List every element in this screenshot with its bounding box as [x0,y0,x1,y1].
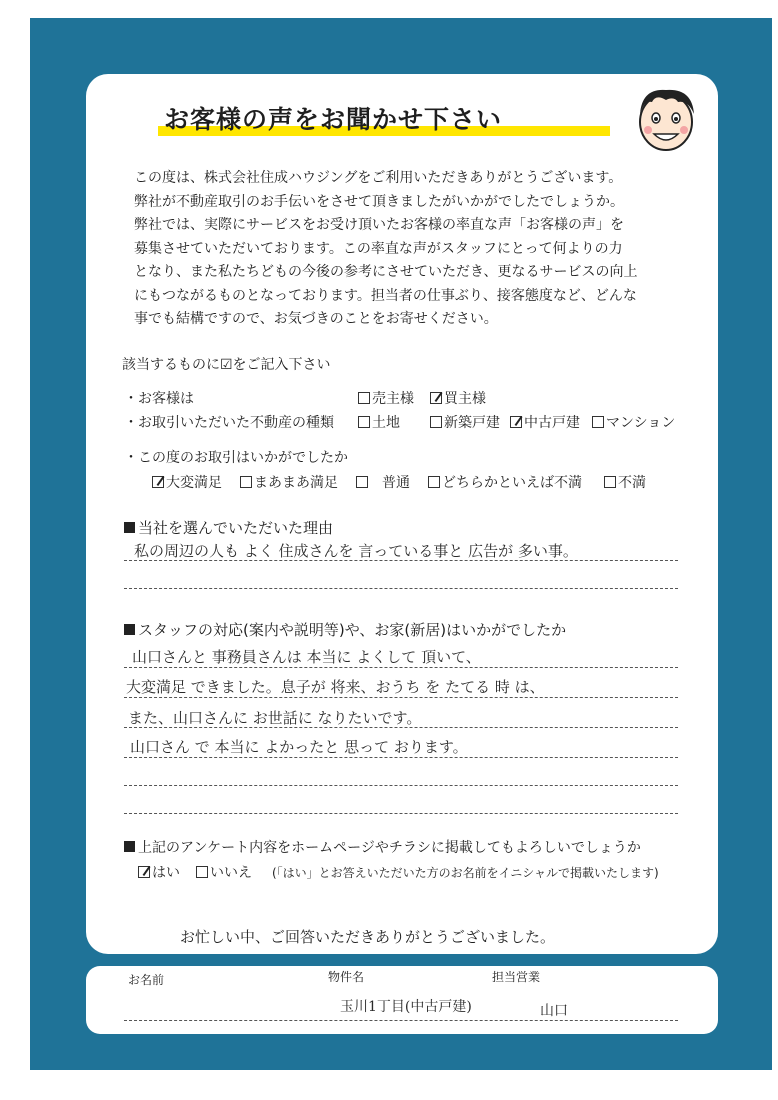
checked-checkbox-icon[interactable] [430,392,442,404]
checkbox-icon[interactable] [592,416,604,428]
property-label: 物件名 [328,970,365,984]
option-publish-no[interactable]: いいえ [196,862,252,882]
option-somewhat-dissatisfied[interactable]: どちらかといえば不満 [428,472,582,492]
checkbox-icon[interactable] [356,476,368,488]
checklist-heading: 該当するものに☑をご記入下さい [122,357,331,373]
property-type-label: ・お取引いただいた不動産の種類 [124,415,334,431]
option-buyer[interactable]: 買主様 [430,388,486,408]
answer-line [124,697,678,698]
staff-value: 山口 [540,1003,568,1019]
answer-line [124,757,678,758]
checkbox-icon[interactable] [196,866,208,878]
option-land[interactable]: 土地 [358,412,400,432]
customer-type-label: ・お客様は [124,391,194,407]
checkbox-icon[interactable] [358,392,370,404]
intro-line: 弊社では、実際にサービスをお受け頂いたお客様の率直な声「お客様の声」を [134,217,624,233]
square-bullet-icon [124,522,135,533]
reason-heading: 当社を選んでいただいた理由 [124,517,333,538]
answer-line [124,727,678,728]
answer-line [124,813,678,814]
staff-heading: スタッフの対応(案内や説明等)や、お家(新居)はいかがでしたか [124,619,566,640]
intro-line: となり、また私たちどもの今後の参考にさせていただき、更なるサービスの向上 [134,264,638,280]
satisfaction-label: ・この度のお取引はいかがでしたか [124,450,348,466]
checkbox-icon[interactable] [240,476,252,488]
option-seller[interactable]: 売主様 [358,388,414,408]
staff-answer-line-4: 山口さん で 本当に よかったと 思って おります。 [130,738,468,756]
option-dissatisfied[interactable]: 不満 [604,472,646,492]
name-label: お名前 [128,973,165,987]
publish-heading: 上記のアンケート内容をホームページやチラシに掲載してもよろしいでしょうか [124,837,641,857]
staff-answer-line-1: 山口さんと 事務員さんは 本当に よくして 頂いて、 [132,648,481,666]
staff-label: 担当営業 [492,970,541,984]
reason-answer: 私の周辺の人も よく 住成さんを 言っている事と 広告が 多い事。 [134,542,578,560]
square-bullet-icon [124,841,135,852]
staff-answer-line-2: 大変満足 できました。息子が 将来、おうち を たてる 時 は、 [126,678,545,696]
checkbox-icon[interactable] [358,416,370,428]
intro-line: 事でも結構ですので、お気づきのことをお寄せください。 [134,311,498,327]
page-title: お客様の声をお聞かせ下さい [164,105,503,134]
intro-line: 弊社が不動産取引のお手伝いをさせて頂きましたがいかがでしたでしょうか。 [134,193,624,210]
option-somewhat-satisfied[interactable]: まあまあ満足 [240,472,338,492]
option-neutral[interactable]: 普通 [356,472,410,492]
option-very-satisfied[interactable]: 大変満足 [152,472,222,492]
option-used-house[interactable]: 中古戸建 [510,412,580,432]
intro-line: この度は、株式会社住成ハウジングをご利用いただきありがとうございます。 [134,170,623,186]
checkbox-icon[interactable] [604,476,616,488]
answer-line [124,588,678,589]
staff-answer-line-3: また、山口さんに お世話に なりたいです。 [128,709,422,727]
square-bullet-icon [124,624,135,635]
closing-message: お忙しい中、ご回答いただきありがとうございました。 [180,928,556,946]
publish-note: (「はい」とお答えいただいた方のお名前をイニシャルで掲載いたします) [272,866,659,880]
intro-line: にもつながるものとなっております。担当者の仕事ぶり、接客態度など、どんな [134,287,637,304]
checkbox-icon[interactable] [430,416,442,428]
option-new-house[interactable]: 新築戸建 [430,412,500,432]
option-condominium[interactable]: マンション [592,412,675,432]
property-value: 玉川1丁目(中古戸建) [340,999,472,1015]
smiling-man-face-icon [630,82,702,154]
checked-checkbox-icon[interactable] [510,416,522,428]
checkbox-icon[interactable] [428,476,440,488]
checked-checkbox-icon[interactable] [138,866,150,878]
option-publish-yes[interactable]: はい [138,862,180,882]
checked-checkbox-icon[interactable] [152,476,164,488]
intro-line: 募集させていただいております。この率直な声がスタッフにとって何よりの力 [134,240,623,257]
answer-line [124,785,678,786]
answer-line [124,560,678,561]
answer-line [124,667,678,668]
footer-line [124,1020,678,1021]
intro-text [134,167,694,332]
